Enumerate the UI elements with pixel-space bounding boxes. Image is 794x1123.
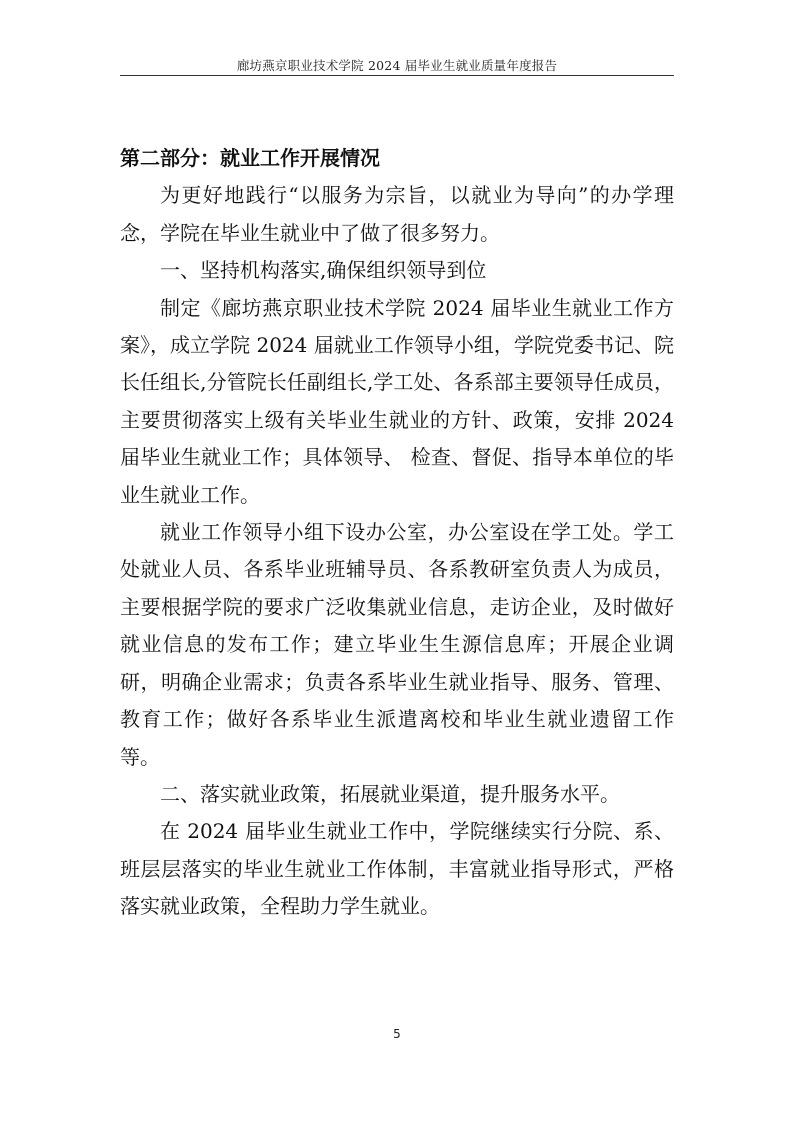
document-body: [120, 140, 674, 926]
subheading-2: 二、落实就业政策，拓展就业渠道，提升服务水平。: [160, 781, 620, 806]
running-header: 廊坊燕京职业技术学院 2024 届毕业生就业质量年度报告: [236, 58, 558, 73]
subheading-1: 一、坚持机构落实,确保组织领导到位: [160, 258, 487, 283]
page-number: 5: [393, 1027, 401, 1041]
paragraph-2: 就业工作领导小组下设办公室，办公室设在学工处。学工处就业人员、各系毕业班辅导员、各系教研室负责人为成员，主要根据学院的要求广泛收集就业信息，走访企业，及时做好就业信息的发布工作；建立毕业生生源信息库；开展企业调研，明确企业需求；负责各系毕业生就业指导、服务、管理、教育工作；做好各系毕业生派遣离校和毕业生就业遗留工作等。: [120, 520, 674, 769]
header-divider: [120, 75, 674, 76]
intro-paragraph: 为更好地践行“以服务为宗旨，以就业为导向”的办学理念，学院在毕业生就业中了做了很多努力。: [120, 183, 674, 245]
paragraph-1: 制定《廊坊燕京职业技术学院 2024 届毕业生就业工作方案》，成立学院 2024 届就业工作领导小组，学院党委书记、院长任组长,分管院长任副组长,学工处、各系部主要领导任成员，主要贯彻落实上级有关毕业生就业的方针、政策，安排 2024 届毕业生就业工作；具体领导、 检查、督促、指导本单位的毕业生就业工作。: [120, 295, 674, 507]
section-title: 第二部分：就业工作开展情况: [120, 146, 380, 170]
paragraph-3: 在 2024 届毕业生就业工作中，学院继续实行分院、系、班层层落实的毕业生就业工作体制，丰富就业指导形式，严格落实就业政策，全程助力学生就业。: [120, 819, 674, 919]
